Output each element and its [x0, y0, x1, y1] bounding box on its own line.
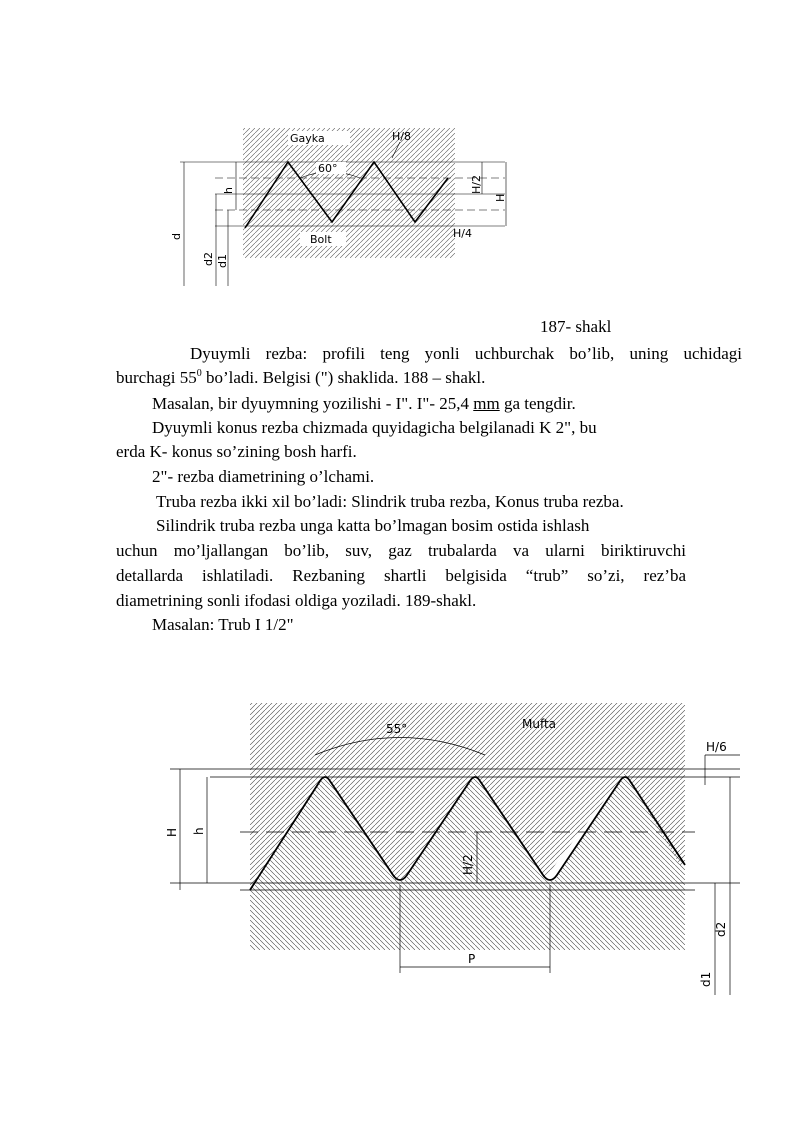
paragraph-line: uchun mo’ljallangan bo’lib, suv, gaz trubalarda va ularni biriktiruvchi [116, 541, 686, 560]
dim-h: h [222, 187, 235, 194]
dim-d2: d2 [202, 252, 215, 266]
dim-d: d [170, 233, 183, 240]
dim-d1: d1 [216, 254, 229, 268]
paragraph-line: Dyuymli rezba: profili teng yonli uchburchak bo’lib, uning uchidagi [190, 344, 742, 363]
dim-d2-2: d2 [714, 921, 728, 937]
paragraph-line: Masalan: Trub I 1/2" [152, 615, 294, 634]
figure1-angle: 60° [318, 162, 338, 175]
dim-h2: H/2 [470, 175, 483, 194]
paragraph-line: Truba rezba ikki xil bo’ladi: Slindrik truba rezba, Konus truba rezba. [156, 492, 624, 511]
dim-H-2: H [165, 827, 179, 837]
figure1-bottom-label: Bolt [310, 233, 332, 246]
dim-P: P [468, 952, 476, 966]
paragraph-line: erda K- konus so’zining bosh harfi. [116, 442, 357, 461]
dim-h6: H/6 [706, 740, 727, 754]
dim-h-2: h [192, 827, 206, 835]
figure2-top-label: Mufta [522, 717, 557, 731]
paragraph-line: detallarda ishlatiladi. Rezbaning shartli belgisida “trub” so’zi, rez’ba [116, 566, 686, 585]
dim-h4: H/4 [453, 227, 472, 240]
thread-figure-187 [160, 118, 520, 290]
paragraph-line: burchagi $55^0$ bo’ladi. Belgisi (") shaklida. 188 – shakl. [116, 368, 486, 387]
paragraph-line: Dyuymli konus rezba chizmada quyidagicha belgilanadi K 2", bu [152, 418, 597, 437]
dim-H: H [494, 193, 507, 202]
paragraph-line: diametrining sonli ifodasi oldiga yoziladi. 189-shakl. [116, 591, 477, 610]
paragraph-line: Masalan, bir dyuymning yozilishi - I". I"- 25,4 mm ga tengdir. [152, 394, 576, 413]
dim-h2-2: H/2 [461, 854, 475, 875]
figure-caption-187: 187- shakl [540, 317, 612, 336]
paragraph-line: Silindrik truba rezba unga katta bo’lmagan bosim ostida ishlash [156, 516, 590, 535]
thread-figure-189 [150, 695, 750, 1000]
dim-h8: H/8 [392, 130, 411, 143]
figure1-top-label: Gayka [290, 132, 325, 145]
dim-d1-2: d1 [699, 971, 713, 987]
paragraph-line: 2"- rezba diametrining o’lchami. [152, 467, 375, 486]
figure2-angle: 55° [386, 722, 408, 736]
